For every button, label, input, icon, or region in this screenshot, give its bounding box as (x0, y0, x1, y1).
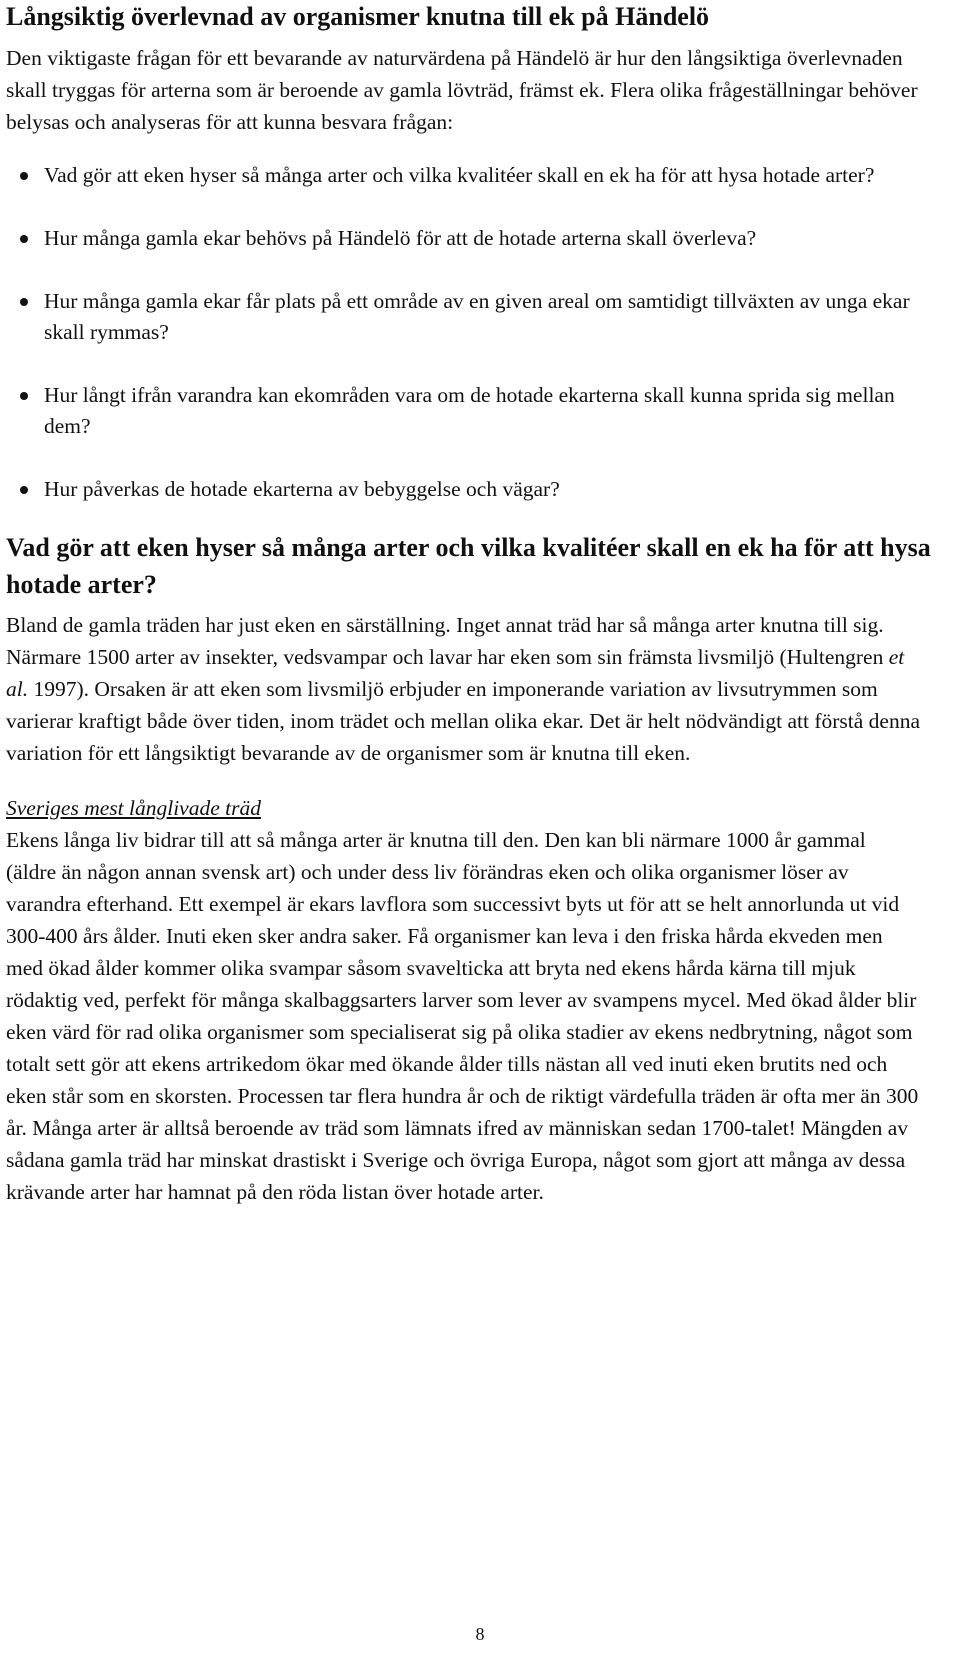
section-text-end: 1997). Orsaken är att eken som livsmiljö erbjuder en imponerande variation av livsutrymmen som varierar kraftigt både över tiden, inom trädet och mellan olika ekar. Det är helt nödvändigt att förstå denna variation för ett långsiktigt bevarande av de organismer som är knutna till eken. (6, 677, 921, 765)
section-text-start: Bland de gamla träden har just eken en särställning. Inget annat träd har så många arter knutna till sig. Närmare 1500 arter av insekter, vedsvampar och lavar har eken som sin främsta livsmiljö (Hultengren (6, 613, 889, 669)
section-heading: Vad gör att eken hyser så många arter och vilka kvalitéer skall en ek ha för att hysa hotade arter? (6, 533, 931, 599)
subsection-heading: Sveriges mest långlivade träd (6, 796, 261, 820)
document-title: Långsiktig överlevnad av organismer knutna till ek på Händelö (6, 2, 710, 31)
page-number: 8 (475, 1624, 485, 1644)
bullet-icon (20, 392, 28, 400)
question-item (6, 474, 942, 505)
bullet-icon (20, 235, 28, 243)
bullet-icon (20, 172, 28, 180)
question-text: Hur många gamla ekar får plats på ett område av en given areal om samtidigt tillväxten av unga ekar skall rymmas? (44, 289, 910, 344)
bullet-icon (20, 486, 28, 494)
question-text: Hur många gamla ekar behövs på Händelö för att de hotade arterna skall överleva? (44, 226, 757, 250)
subsection-paragraph: Ekens långa liv bidrar till att så många arter är knutna till den. Den kan bli närmare 1000 år gammal (äldre än någon annan svensk art) och under dess liv förändras eken och olika organismer löser av varandra efterhand. Ett exempel är ekars lavflora som successivt byts ut för att se helt annorlunda ut vid 300-400 års ålder. Inuti eken sker andra saker. Få organismer kan leva i den friska hårda ekveden men med ökad ålder kommer olika svampar såsom svavelticka att bryta ned ekens hårda kärna till mjuk rödaktig ved, perfekt för många skalbaggsarters larver som lever av svampens mycel. Med ökad ålder blir eken värd för rad olika organismer som specialiserat sig på olika stadier av ekens nedbrytning, något som totalt sett gör att ekens artrikedom ökar med ökande ålder tills nästan all ved inuti eken brutits ned och eken står som en skorsten. Processen tar flera hundra år och de riktigt värdefulla träden är ofta mer än 300 år. Många arter är alltså beroende av träd som lämnats ifred av människan sedan 1700-talet! Mängden av sådana gamla träd har minskat drastiskt i Sverige och övriga Europa, något som gjort att många av dessa krävande arter har hamnat på den röda listan över hotade arter. (6, 828, 919, 1204)
citation-italic: et al. (6, 645, 905, 701)
section-paragraph (6, 609, 921, 769)
bullet-icon (20, 298, 28, 306)
question-text: Hur påverkas de hotade ekarterna av bebyggelse och vägar? (44, 477, 560, 501)
question-item (6, 286, 942, 348)
question-text: Vad gör att eken hyser så många arter och vilka kvalitéer skall en ek ha för att hysa hotade arter? (44, 163, 875, 187)
question-item (6, 160, 942, 191)
question-list (6, 160, 942, 505)
intro-paragraph: Den viktigaste frågan för ett bevarande av naturvärdena på Händelö är hur den långsiktiga överlevnaden skall tryggas för arterna som är beroende av gamla lövträd, främst ek. Flera olika frågeställningar behöver belysas och analyseras för att kunna besvara frågan: (6, 46, 918, 134)
question-item (6, 223, 942, 254)
document-page (6, 0, 942, 1208)
question-item (6, 380, 942, 442)
question-text: Hur långt ifrån varandra kan ekområden vara om de hotade ekarterna skall kunna sprida sig mellan dem? (44, 383, 895, 438)
